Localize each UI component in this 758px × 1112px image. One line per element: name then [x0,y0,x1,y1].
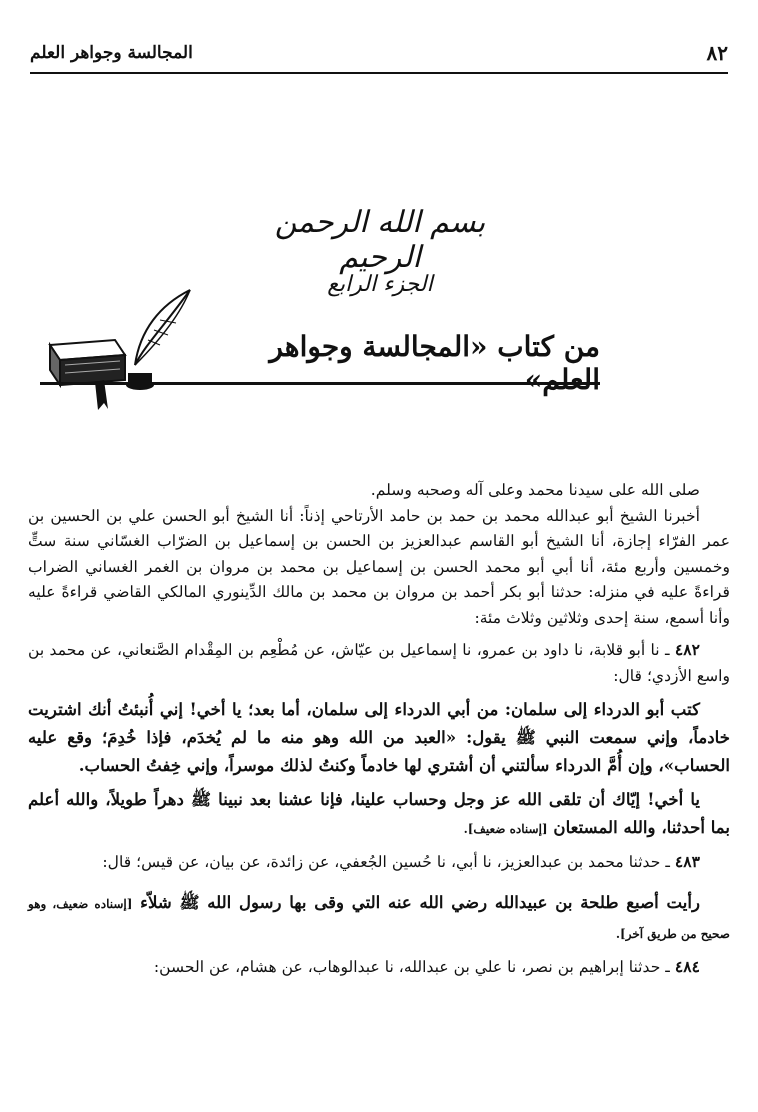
narration-chain: ـ حدثنا إبراهيم بن نصر، نا علي بن عبدالله، نا عبدالوهاب، عن هشام، عن الحسن: [153,957,670,976]
basmala-calligraphy: بسم الله الرحمن الرحيم [274,205,486,275]
header-rule [30,72,728,74]
running-title: المجالسة وجواهر العلم [30,43,193,63]
part-label-calligraphy: الجزء الرابع [327,272,433,297]
book-and-quill-ornament-icon [40,285,210,425]
main-text [28,478,730,980]
page-number: ٨٢ [706,41,728,65]
isnad-paragraph: أخبرنا الشيخ أبو عبدالله محمد بن حمد بن حامد الأرتاحي إذناً: أنا الشيخ أبو الحسن علي بن الحسين بن عمر الفرّاء إجازة، أنا الشيخ أبو القاسم عبدالعزيز بن الحسن بن إسماعيل بن الضرّاب الغسّاني سنة ستٍّ وخمسين وأربع مئة، أنا أبي أبو محمد الحسن بن إسماعيل بن محمد بن مروان بن الغمر الغساني الضراب قراءةً عليه في منزله: حدثنا أبو بكر أحمد بن مروان بن محمد بن مالك الدِّينوري المالكي القاضي قراءةً عليه وأنا أسمع، سنة إحدى وثلاثين وثلاث مئة: [28,506,730,627]
narration-number: ٤٨٢ [674,640,700,659]
narration-number: ٤٨٣ [674,852,700,871]
narration-482-text-2 [28,785,730,843]
book-title: من كتاب «المجالسة وجواهر العلم» [269,330,600,396]
narration-482 [28,637,730,689]
page-header [30,38,728,68]
narration-482-text: كتب أبو الدرداء إلى سلمان: من أبي الدرداء إلى سلمان، أما بعد؛ يا أخي! إني أُنبئتُ أنك اشتريت خادماً، وإني سمعت النبي ﷺ يقول: «العبد من الله وهو منه ما لم يُخدَم، فإذا خُدِمَ؛ وقع عليه الحساب»، وإن أُمَّ الدرداء سألتني أن أشتري لها خادماً وكنتُ لذلك موسراً، وإني خِفتُ الحساب. [28,699,730,775]
title-rule [40,382,600,385]
narration-483 [28,849,730,876]
narration-chain: ـ نا أبو قلابة، نا داود بن عمرو، نا إسماعيل بن عيّاش، عن مُطْعِم بن المِقْدام الصَّنعاني، عن محمد بن واسع الأزدي؛ قال: [28,641,730,685]
narration-text: رأيت أصبع طلحة بن عبيدالله رضي الله عنه التي وقى بها رسول الله ﷺ شلاّء [140,891,701,912]
narration-483-text [28,888,730,948]
narration-484 [28,954,730,981]
salutation-paragraph: صلى الله على سيدنا محمد وعلى آله وصحبه وسلم. [370,481,700,499]
narration-number: ٤٨٤ [674,956,700,976]
narration-text: يا أخي! إيّاك أن تلقى الله عز وجل وحساب علينا، فإنا عشنا بعد نبينا ﷺ دهراً طويلاً، والله أعلم بما أحدثنا، والله المستعان [28,789,730,837]
narration-chain: ـ حدثنا محمد بن عبدالعزيز، نا أبي، نا حُسين الجُعفي، عن زائدة، عن بيان، عن قيس؛ قال: [102,853,670,871]
grading-note: [إسناده ضعيف]. [463,822,548,836]
grading-note: [إسناده ضعيف، وهو صحيح من طريق آخر]. [28,896,730,941]
